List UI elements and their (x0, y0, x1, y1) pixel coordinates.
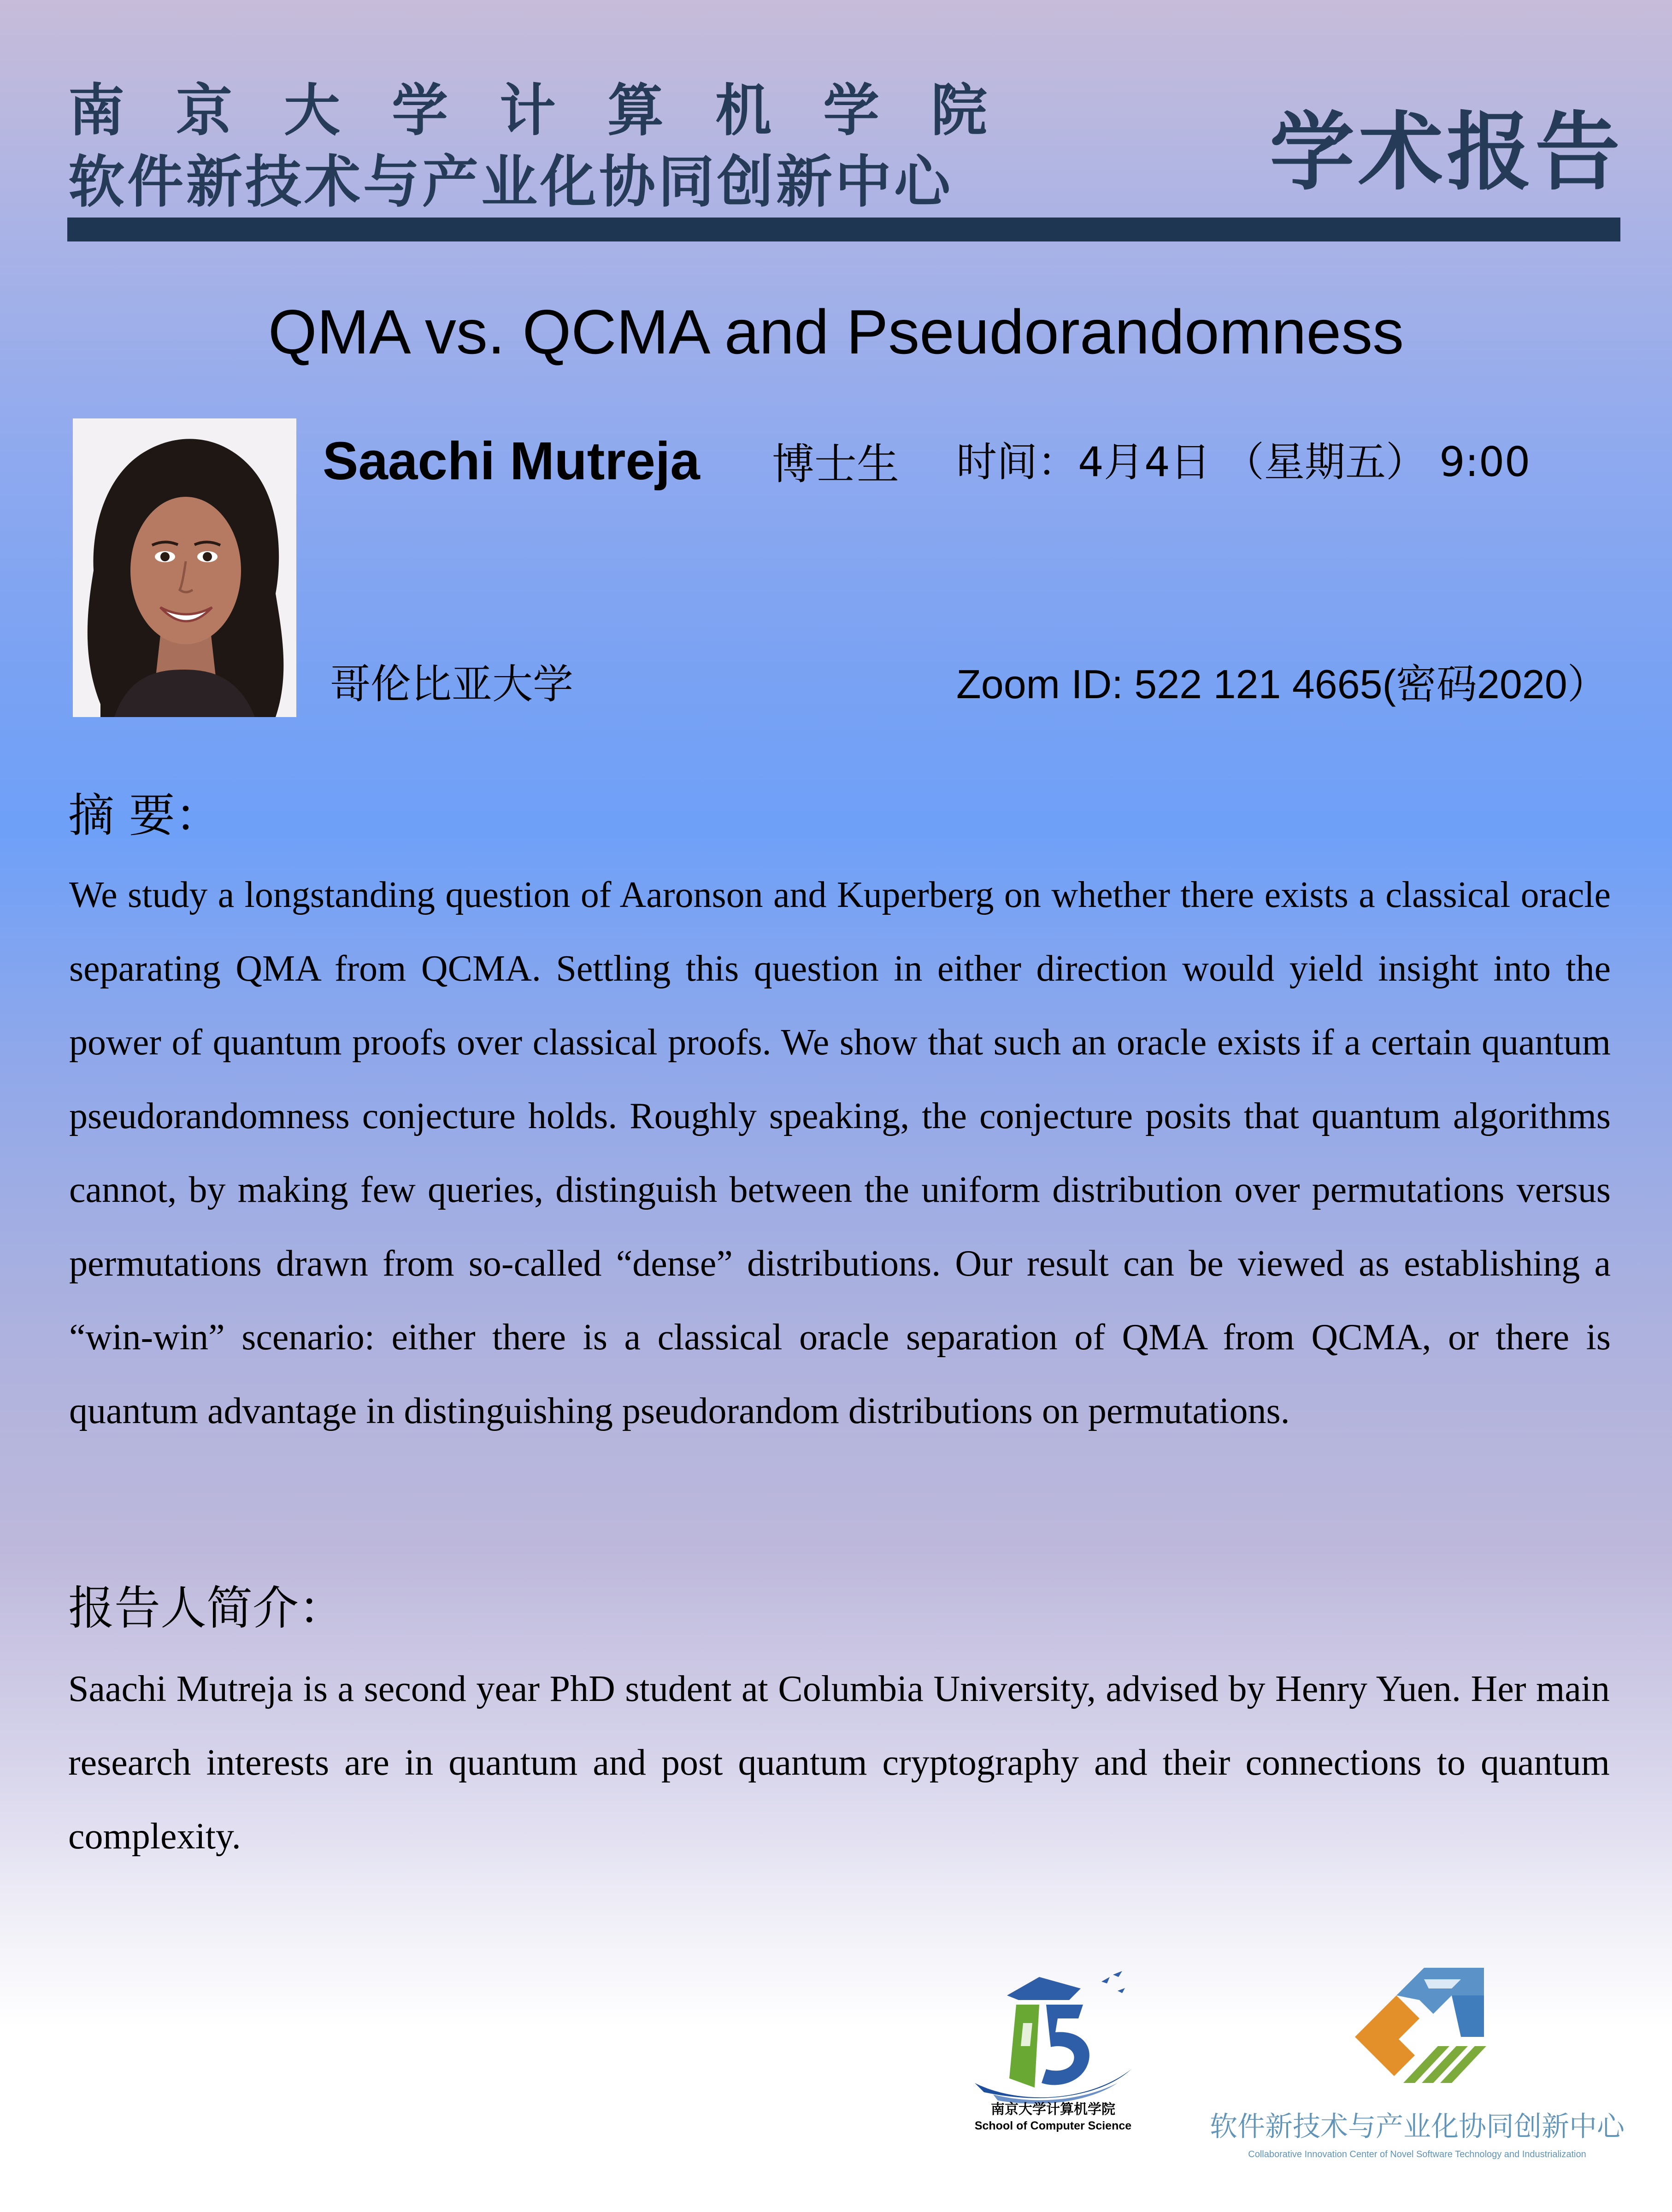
speaker-affiliation: 哥伦比亚大学 (330, 660, 574, 708)
center-logo-icon (1346, 1968, 1489, 2101)
talk-title: QMA vs. QCMA and Pseudorandomness (268, 297, 1404, 367)
header-divider (67, 218, 1620, 241)
bio-heading: 报告人简介： (68, 1581, 345, 1635)
header-school-name: 南京大学计算机学院 (68, 78, 1039, 143)
abstract-heading: 摘 要： (68, 788, 221, 842)
speaker-name: Saachi Mutreja (323, 431, 700, 491)
bio-text: Saachi Mutreja is a second year PhD student at Columbia University, advised by Henry Yuen. Her main research interests are in quantum and post quantum cryptography and their connections to quantum complexity. (68, 1669, 1610, 1857)
event-time: 时间：4月4日 （星期五） 9:00 (956, 438, 1531, 486)
center-logo-en: Collaborative Innovation Center of Novel Software Technology and Industrialization (1248, 2149, 1586, 2159)
school-logo (966, 1968, 1138, 2106)
school-logo-icon (966, 1968, 1138, 2106)
header-report-label: 学术报告 (1270, 103, 1624, 202)
center-logo-cn: 软件新技术与产业化协同创新中心 (1210, 2111, 1625, 2143)
header-center-name: 软件新技术与产业化协同创新中心 (68, 149, 953, 215)
abstract-text: We study a longstanding question of Aaronson and Kuperberg on whether there exists a classical oracle separating QMA from QCMA. Settling this question in either direction would yield insight into the power of quantum proofs over classical proofs. We show that such an oracle exists if a certain quantum pseudorandomness conjecture holds. Roughly speaking, the conjecture posits that quantum algorithms cannot, by making few queries, distinguish between the uniform distribution over permutations versus permutations drawn from so-called “dense” distributions. Our result can be viewed as establishing a “win-win” scenario: either there is a classical oracle separation of QMA from QCMA, or there is quantum advantage in distinguishing pseudorandom distributions on permutations. (69, 875, 1611, 1431)
speaker-portrait-image (73, 418, 296, 717)
center-logo (1346, 1968, 1489, 2101)
school-logo-en: School of Computer Science (974, 2119, 1132, 2132)
zoom-info: Zoom ID: 522 121 4665(密码2020） (956, 661, 1608, 707)
school-logo-cn: 南京大学计算机学院 (991, 2101, 1115, 2118)
speaker-degree: 博士生 (772, 440, 900, 489)
speaker-photo (73, 418, 296, 717)
